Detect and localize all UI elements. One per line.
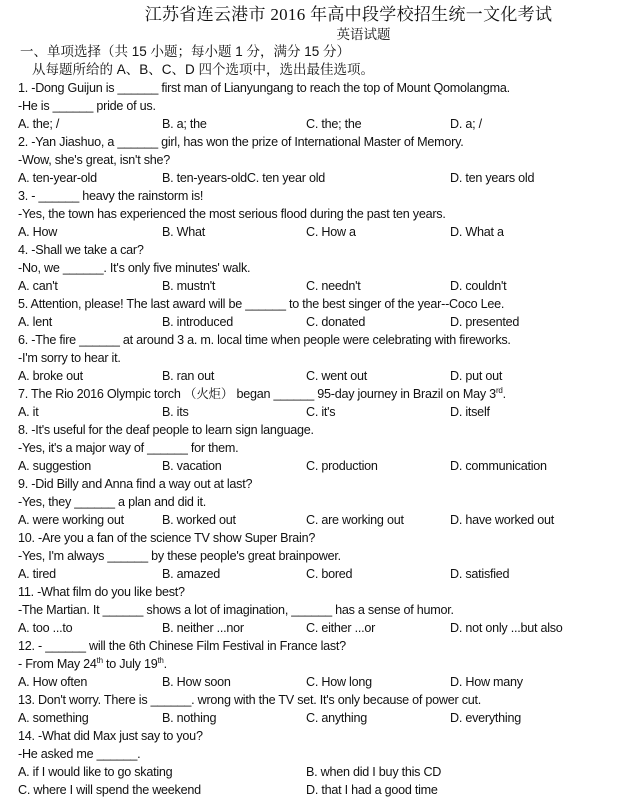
- option-a[interactable]: A. lent: [18, 315, 52, 329]
- option-b[interactable]: B. introduced: [162, 315, 233, 329]
- options-row: [18, 223, 639, 241]
- option-c[interactable]: C. bored: [306, 567, 353, 581]
- option-d[interactable]: D. couldn't: [450, 279, 507, 293]
- question-text: 7. The Rio 2016 Olympic torch （火炬） began ______ 95-day journey in Brazil on May 3: [18, 387, 496, 401]
- options-row: [18, 169, 639, 187]
- question-line: 14. -What did Max just say to you?: [18, 729, 203, 743]
- option-c[interactable]: C. needn't: [306, 279, 361, 293]
- option-c[interactable]: C. either ...or: [306, 621, 376, 635]
- question-line: -He asked me ______.: [18, 747, 141, 761]
- question-4: [18, 241, 639, 295]
- option-c[interactable]: C. went out: [306, 369, 367, 383]
- question-line: -The Martian. It ______ shows a lot of imagination, ______ has a sense of humor.: [18, 603, 454, 617]
- options-row: [18, 673, 639, 691]
- option-b[interactable]: B. when did I buy this CD: [306, 765, 442, 779]
- question-line: [18, 655, 639, 673]
- question-line: 8. -It's useful for the deaf people to learn sign language.: [18, 423, 314, 437]
- option-c[interactable]: C. anything: [306, 711, 367, 725]
- question-line: 4. -Shall we take a car?: [18, 243, 144, 257]
- exam-subtitle: 英语试题: [336, 27, 391, 42]
- question-7: [18, 385, 639, 421]
- option-b[interactable]: B. How soon: [162, 675, 231, 689]
- option-b[interactable]: B. worked out: [162, 513, 236, 527]
- option-spacer: [306, 169, 450, 187]
- options-row: [18, 367, 639, 385]
- option-a[interactable]: A. the; /: [18, 117, 60, 131]
- option-a[interactable]: A. were working out: [18, 513, 124, 527]
- question-9: [18, 475, 639, 529]
- option-a[interactable]: A. can't: [18, 279, 58, 293]
- question-2: [18, 133, 639, 187]
- option-a[interactable]: A. something: [18, 711, 89, 725]
- question-13: [18, 691, 639, 727]
- question-8: [18, 421, 639, 475]
- option-c[interactable]: C. are working out: [306, 513, 404, 527]
- question-line: 12. - ______ will the 6th Chinese Film Festival in France last?: [18, 639, 346, 653]
- option-d[interactable]: D. a; /: [450, 117, 482, 131]
- section-heading: 一、单项选择（共 15 小题；每小题 1 分，满分 15 分）: [20, 44, 351, 59]
- options-row: [18, 403, 639, 421]
- question-5: [18, 295, 639, 331]
- option-b[interactable]: B. What: [162, 225, 206, 239]
- option-d[interactable]: D. How many: [450, 675, 523, 689]
- option-b[interactable]: B. vacation: [162, 459, 222, 473]
- question-line: -Yes, the town has experienced the most serious flood during the past ten years.: [18, 207, 446, 221]
- option-d[interactable]: D. have worked out: [450, 513, 555, 527]
- question-line: -No, we ______. It's only five minutes' walk.: [18, 261, 251, 275]
- option-c[interactable]: C. it's: [306, 405, 336, 419]
- option-a[interactable]: A. if I would like to go skating: [18, 765, 173, 779]
- options-row: [18, 115, 639, 133]
- option-b-c[interactable]: B. ten-years-oldC. ten year old: [162, 171, 326, 185]
- question-line: -Yes, it's a major way of ______ for them.: [18, 441, 239, 455]
- option-d[interactable]: D. communication: [450, 459, 547, 473]
- question-line: 9. -Did Billy and Anna find a way out at last?: [18, 477, 253, 491]
- options-row: [18, 781, 639, 799]
- option-a[interactable]: A. broke out: [18, 369, 83, 383]
- option-b[interactable]: B. its: [162, 405, 189, 419]
- option-d[interactable]: D. itself: [450, 405, 490, 419]
- exam-title: 江苏省连云港市 2016 年高中段学校招生统一文化考试: [144, 5, 553, 24]
- option-c[interactable]: C. where I will spend the weekend: [18, 783, 201, 797]
- option-c[interactable]: C. How a: [306, 225, 356, 239]
- option-d[interactable]: D. What a: [450, 225, 504, 239]
- answer-text: - From May 24: [18, 657, 97, 671]
- superscript: th: [157, 655, 164, 665]
- question-line: 2. -Yan Jiashuo, a ______ girl, has won the prize of International Master of Memory.: [18, 135, 464, 149]
- option-a[interactable]: A. How: [18, 225, 58, 239]
- question-10: [18, 529, 639, 583]
- section-instruction: 从每题所给的 A、B、C、D 四个选项中，选出最佳选项。: [32, 62, 375, 77]
- option-d[interactable]: D. ten years old: [450, 171, 535, 185]
- question-line: -I'm sorry to hear it.: [18, 351, 121, 365]
- options-row: [18, 709, 639, 727]
- question-line: -Yes, they ______ a plan and did it.: [18, 495, 206, 509]
- option-a[interactable]: A. it: [18, 405, 39, 419]
- question-line: 11. -What film do you like best?: [18, 585, 185, 599]
- options-row: [18, 277, 639, 295]
- question-line: 5. Attention, please! The last award will be ______ to the best singer of the year--Coco Lee.: [18, 297, 505, 311]
- option-c[interactable]: C. donated: [306, 315, 366, 329]
- superscript: th: [96, 655, 103, 665]
- question-text-tail: .: [502, 387, 506, 401]
- options-row: [18, 457, 639, 475]
- question-line: -Wow, she's great, isn't she?: [18, 153, 171, 167]
- question-12: [18, 637, 639, 691]
- option-c[interactable]: C. the; the: [306, 117, 362, 131]
- options-row: [18, 619, 639, 637]
- question-3: [18, 187, 639, 241]
- option-b[interactable]: B. mustn't: [162, 279, 216, 293]
- question-1: [18, 79, 639, 133]
- answer-text: .: [163, 657, 167, 671]
- option-b[interactable]: B. amazed: [162, 567, 220, 581]
- question-line: 10. -Are you a fan of the science TV show Super Brain?: [18, 531, 316, 545]
- option-d[interactable]: D. that I had a good time: [306, 783, 438, 797]
- option-b[interactable]: B. a; the: [162, 117, 207, 131]
- question-14: [18, 727, 639, 799]
- option-a[interactable]: A. too ...to: [18, 621, 73, 635]
- option-c[interactable]: C. How long: [306, 675, 372, 689]
- option-b[interactable]: B. ran out: [162, 369, 215, 383]
- question-11: [18, 583, 639, 637]
- question-line: 13. Don't worry. There is ______. wrong with the TV set. It's only because of power cut.: [18, 693, 482, 707]
- superscript: rd: [495, 385, 503, 395]
- question-line: 1. -Dong Guijun is ______ first man of Lianyungang to reach the top of Mount Qomolangma.: [18, 81, 510, 95]
- question-line: -Yes, I'm always ______ by these people's great brainpower.: [18, 549, 341, 563]
- option-a[interactable]: A. tired: [18, 567, 56, 581]
- question-line: 6. -The fire ______ at around 3 a. m. local time when people were celebrating with fireworks.: [18, 333, 511, 347]
- options-row: [18, 565, 639, 583]
- option-a[interactable]: A. How often: [18, 675, 88, 689]
- option-b[interactable]: B. nothing: [162, 711, 217, 725]
- options-row: [18, 511, 639, 529]
- answer-text: to July 19: [102, 657, 158, 671]
- option-d[interactable]: D. not only ...but also: [450, 621, 563, 635]
- option-b[interactable]: B. neither ...nor: [162, 621, 244, 635]
- option-d[interactable]: D. satisfied: [450, 567, 510, 581]
- question-line: [18, 385, 639, 403]
- question-6: [18, 331, 639, 385]
- option-c[interactable]: C. production: [306, 459, 378, 473]
- option-d[interactable]: D. everything: [450, 711, 521, 725]
- question-line: -He is ______ pride of us.: [18, 99, 156, 113]
- options-row: [18, 313, 639, 331]
- option-a[interactable]: A. ten-year-old: [18, 171, 97, 185]
- options-row: [18, 763, 639, 781]
- question-line: 3. - ______ heavy the rainstorm is!: [18, 189, 204, 203]
- option-d[interactable]: D. presented: [450, 315, 520, 329]
- option-d[interactable]: D. put out: [450, 369, 503, 383]
- option-a[interactable]: A. suggestion: [18, 459, 92, 473]
